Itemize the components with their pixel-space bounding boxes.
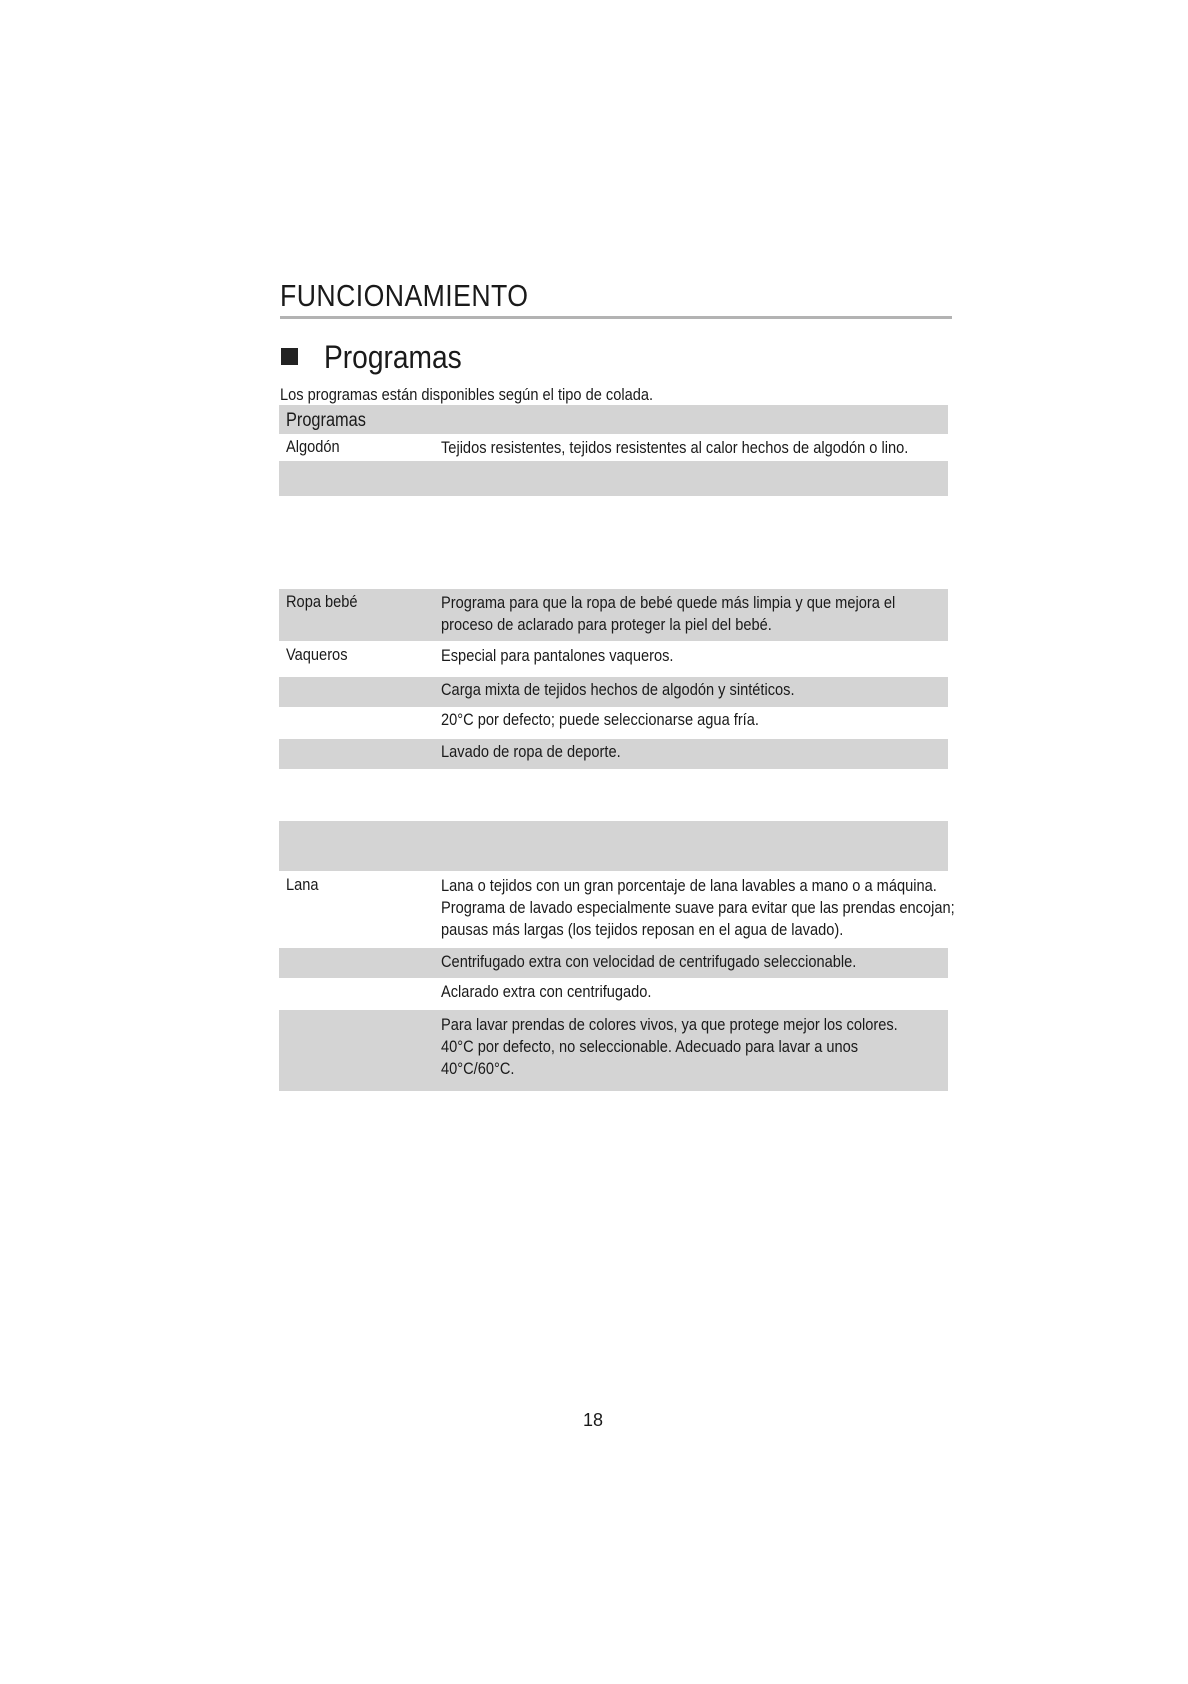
- page-number: 18: [583, 1410, 604, 1430]
- program-name: Algodón: [286, 437, 340, 456]
- program-name: Vaqueros: [286, 645, 348, 664]
- program-desc: Para lavar prendas de colores vivos, ya que protege mejor los colores. 40°C por defecto, no seleccionable. Adecuado para lavar a unos 40°C/60°C.: [441, 1015, 898, 1078]
- section-title: FUNCIONAMIENTO: [280, 278, 529, 313]
- table-band-empty: [279, 821, 948, 871]
- program-name: Ropa bebé: [286, 592, 358, 611]
- intro-text: Los programas están disponibles según el tipo de colada.: [280, 385, 654, 404]
- program-desc: Carga mixta de tejidos hechos de algodón y sintéticos.: [441, 680, 795, 699]
- table-header-band: [279, 405, 948, 434]
- title-rule: [280, 316, 952, 319]
- program-desc: Lavado de ropa de deporte.: [441, 742, 621, 761]
- program-desc: Centrifugado extra con velocidad de centrifugado seleccionable.: [441, 952, 857, 971]
- subsection-title: Programas: [324, 339, 462, 375]
- table-header: Programas: [286, 410, 366, 431]
- table-band-empty: [279, 461, 948, 496]
- program-desc: Tejidos resistentes, tejidos resistentes al calor hechos de algodón o lino.: [441, 438, 909, 457]
- program-desc: Aclarado extra con centrifugado.: [441, 982, 652, 1001]
- program-desc: 20°C por defecto; puede seleccionarse agua fría.: [441, 710, 759, 729]
- program-desc: Especial para pantalones vaqueros.: [441, 646, 674, 665]
- program-desc: Lana o tejidos con un gran porcentaje de lana lavables a mano o a máquina. Programa de lavado especialmente suave para evitar que las prendas encojan; pausas más largas (los tejidos reposan en el agua de lavado).: [441, 876, 955, 939]
- program-desc: Programa para que la ropa de bebé quede más limpia y que mejora el proceso de aclarado para proteger la piel del bebé.: [441, 593, 896, 634]
- square-bullet-icon: [281, 348, 298, 365]
- program-name: Lana: [286, 875, 319, 894]
